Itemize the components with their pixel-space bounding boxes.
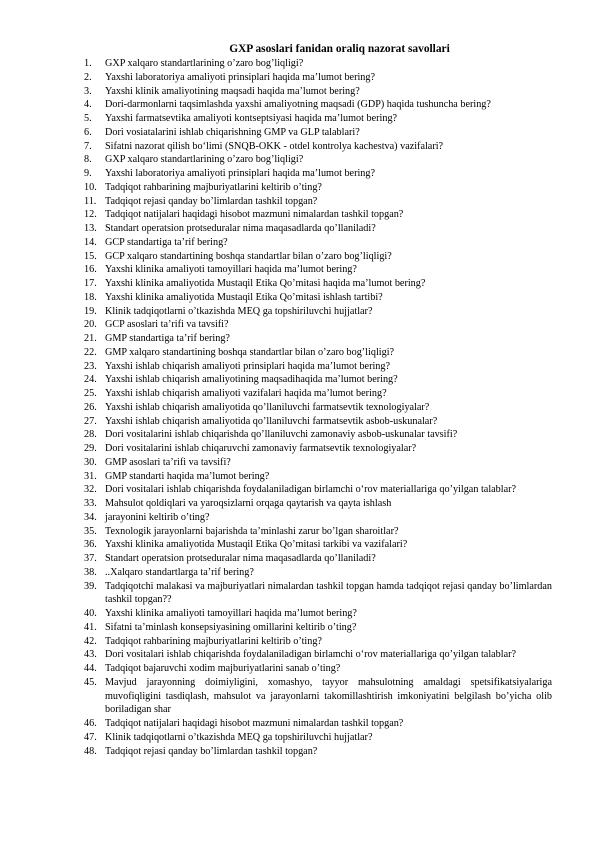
question-number: 21. bbox=[84, 333, 97, 344]
question-item bbox=[84, 525, 552, 539]
question-number: 47. bbox=[84, 731, 97, 743]
question-text: GXP xalqaro standartlarining o’zaro bog’liqligi? bbox=[105, 58, 304, 69]
question-number: 31. bbox=[84, 470, 97, 482]
page-title: GXP asoslari fanidan oraliq nazorat savollari bbox=[229, 43, 450, 55]
question-text: Tadqiqot rahbarining majburiyatlarini keltirib o’ting? bbox=[105, 181, 322, 193]
question-item bbox=[84, 305, 552, 319]
question-number: 38. bbox=[84, 566, 97, 578]
question-number: 20. bbox=[84, 319, 97, 331]
question-number: 41. bbox=[84, 621, 97, 633]
question-text: Dori vositalarini ishlab chiqaruvchi zamonaviy farmatsevtik texnologiyalar? bbox=[105, 443, 417, 454]
question-text: Yaxshi klinika amaliyotida Mustaqil Etika Qo’mitasi ishlash tartibi? bbox=[105, 291, 383, 303]
question-number: 15. bbox=[84, 250, 97, 262]
question-number: 39. bbox=[84, 580, 97, 592]
question-item bbox=[84, 566, 552, 580]
question-text: Yaxshi klinika amaliyotida Mustaqil Etika Qo’mitasi haqida ma’lumot bering? bbox=[105, 278, 426, 289]
question-number: 1. bbox=[84, 58, 92, 69]
question-number: 37. bbox=[84, 553, 97, 564]
question-item bbox=[84, 373, 552, 387]
question-number: 2. bbox=[84, 71, 92, 83]
question-item bbox=[84, 662, 552, 676]
question-item bbox=[84, 442, 552, 456]
question-item bbox=[84, 428, 552, 442]
question-item bbox=[84, 745, 552, 759]
question-text: Tadqiqot rejasi qanday bo’limlardan tashkil topgan? bbox=[105, 745, 318, 757]
question-text: Yaxshi farmatsevtika amaliyoti kontseptsiyasi haqida ma’lumot bering? bbox=[105, 113, 398, 124]
question-item bbox=[84, 511, 552, 525]
question-number: 14. bbox=[84, 236, 97, 248]
question-number: 7. bbox=[84, 140, 92, 152]
question-number: 23. bbox=[84, 360, 97, 372]
question-item bbox=[84, 208, 552, 222]
question-text: GMP standartiga ta’rif bering? bbox=[105, 333, 230, 344]
question-number: 24. bbox=[84, 374, 97, 386]
question-number: 13. bbox=[84, 223, 97, 234]
question-number: 18. bbox=[84, 291, 97, 303]
question-text: Mavjud jarayonning doimiyligini, xomashyo, tayyor mahsulotning amaldagi spetsifikatsiyalariga muvofiqligini tasdiqlash, mahsulot va jarayonlarni takomillashtirish imkoniyatini belgilash bo’yicha olib boriladigan shar bbox=[105, 676, 552, 716]
question-text: Yaxshi klinika amaliyoti tamoyillari haqida ma’lumot bering? bbox=[105, 608, 357, 619]
question-item bbox=[84, 731, 552, 745]
question-text: jarayonini keltirib o’ting? bbox=[105, 511, 210, 523]
question-item bbox=[84, 167, 552, 181]
question-text: GMP asoslari ta’rifi va tavsifi? bbox=[105, 456, 231, 468]
question-number: 30. bbox=[84, 456, 97, 468]
question-number: 9. bbox=[84, 168, 92, 179]
question-item bbox=[84, 291, 552, 305]
question-text: Yaxshi ishlab chiqarish amaliyoti vazifalari haqida ma’lumot bering? bbox=[105, 388, 387, 399]
question-item bbox=[84, 153, 552, 167]
question-item bbox=[84, 332, 552, 346]
question-number: 28. bbox=[84, 429, 97, 441]
question-item bbox=[84, 552, 552, 566]
question-number: 25. bbox=[84, 388, 97, 399]
question-text: Standart operatsion protseduralar nima maqasadlarda qo’llaniladi? bbox=[105, 223, 376, 234]
question-text: Tadqiqot natijalari haqidagi hisobot mazmuni nimalardan tashkil topgan? bbox=[105, 209, 404, 221]
question-text: Tadqiqotchi malakasi va majburiyatlari nimalardan tashkil topgan hamda tadqiqot rejasi qanday bo’limlardan tashkil topgan?? bbox=[105, 580, 552, 606]
question-number: 26. bbox=[84, 401, 97, 413]
question-number: 19. bbox=[84, 305, 97, 317]
question-number: 8. bbox=[84, 154, 92, 166]
question-item bbox=[84, 676, 552, 717]
question-text: GCP xalqaro standartining boshqa standartlar bilan o’zaro bog’liqligi? bbox=[105, 250, 392, 262]
question-text: Standart operatsion protseduralar nima maqasadlarda qo’llaniladi? bbox=[105, 553, 376, 564]
question-item bbox=[84, 318, 552, 332]
question-item bbox=[84, 346, 552, 360]
question-text: GXP xalqaro standartlarining o’zaro bog’liqligi? bbox=[105, 154, 304, 166]
question-item bbox=[84, 57, 552, 71]
question-text: Mahsulot qoldiqlari va yaroqsizlarni orqaga qaytarish va qayta ishlash bbox=[105, 498, 392, 509]
question-text: Yaxshi ishlab chiqarish amaliyotida qo’llaniluvchi farmatsevtik texnologiyalar? bbox=[105, 401, 430, 413]
question-item bbox=[84, 222, 552, 236]
question-text: Sifatni nazorat qilish bo‘limi (SNQB-OKK - otdel kontrolya kachestva) vazifalari? bbox=[105, 140, 444, 152]
question-text: GCP standartiga ta’rif bering? bbox=[105, 236, 228, 248]
question-number: 16. bbox=[84, 264, 97, 276]
question-item bbox=[84, 71, 552, 85]
question-text: Yaxshi klinik amaliyotining maqsadi haqida ma’lumot bering? bbox=[105, 85, 360, 97]
question-number: 34. bbox=[84, 511, 97, 523]
question-item bbox=[84, 236, 552, 250]
question-text: Dori vositalari ishlab chiqarishda foydalaniladigan birlamchi o‘rov materiallariga qo’yilgan talablar? bbox=[105, 649, 517, 661]
question-item bbox=[84, 112, 552, 126]
question-number: 3. bbox=[84, 85, 92, 97]
question-item bbox=[84, 415, 552, 429]
question-item bbox=[84, 607, 552, 621]
question-text: Yaxshi klinika amaliyoti tamoyillari haqida ma’lumot bering? bbox=[105, 264, 357, 276]
question-text: GMP standarti haqida ma’lumot bering? bbox=[105, 470, 270, 482]
question-item bbox=[84, 360, 552, 374]
question-number: 29. bbox=[84, 443, 97, 454]
question-text: Klinik tadqiqotlarni o’tkazishda MEQ ga topshiriluvchi hujjatlar? bbox=[105, 305, 373, 317]
question-number: 42. bbox=[84, 635, 97, 647]
question-number: 32. bbox=[84, 484, 97, 496]
question-text: Yaxshi ishlab chiqarish amaliyotining maqsadihaqida ma’lumot bering? bbox=[105, 374, 398, 386]
question-number: 12. bbox=[84, 209, 97, 221]
question-item bbox=[84, 497, 552, 511]
question-number: 35. bbox=[84, 525, 97, 537]
question-item bbox=[84, 181, 552, 195]
question-number: 45. bbox=[84, 676, 97, 688]
question-text: GCP asoslari ta’rifi va tavsifi? bbox=[105, 319, 229, 331]
question-text: Tadqiqot rahbarining majburiyatlarini keltirib o’ting? bbox=[105, 635, 322, 647]
question-text: Yaxshi ishlab chiqarish amaliyotida qo’llaniluvchi farmatsevtik asbob-uskunalar? bbox=[105, 415, 438, 427]
question-item bbox=[84, 195, 552, 209]
question-text: Texnologik jarayonlarni bajarishda ta’minlashi zarur bo’lgan sharoitlar? bbox=[105, 525, 399, 537]
question-item bbox=[84, 580, 552, 608]
question-item bbox=[84, 250, 552, 264]
question-item bbox=[84, 648, 552, 662]
question-text: Yaxshi laboratoriya amaliyoti prinsiplari haqida ma’lumot bering? bbox=[105, 168, 376, 179]
question-number: 44. bbox=[84, 663, 97, 674]
question-item bbox=[84, 456, 552, 470]
question-item bbox=[84, 470, 552, 484]
question-number: 6. bbox=[84, 126, 92, 138]
question-item bbox=[84, 483, 552, 497]
question-number: 22. bbox=[84, 346, 97, 358]
question-text: GMP xalqaro standartining boshqa standartlar bilan o’zaro bog’liqligi? bbox=[105, 346, 395, 358]
question-item bbox=[84, 277, 552, 291]
question-item bbox=[84, 126, 552, 140]
question-text: Dori vosiatalarini ishlab chiqarishning GMP va GLP talablari? bbox=[105, 126, 360, 138]
question-text: Tadqiqot bajaruvchi xodim majburiyatlarini sanab o’ting? bbox=[105, 663, 341, 674]
question-text: ..Xalqaro standartlarga ta’rif bering? bbox=[105, 566, 254, 578]
question-text: Yaxshi laboratoriya amaliyoti prinsiplari haqida ma’lumot bering? bbox=[105, 71, 376, 83]
question-item bbox=[84, 387, 552, 401]
question-text: Dori vositalarini ishlab chiqarishda qo’llaniluvchi zamonaviy asbob-uskunalar tavsifi? bbox=[105, 429, 458, 441]
question-text: Tadqiqot natijalari haqidagi hisobot mazmuni nimalardan tashkil topgan? bbox=[105, 718, 404, 729]
question-number: 46. bbox=[84, 718, 97, 729]
question-number: 48. bbox=[84, 745, 97, 757]
question-text: Dori-darmonlarni taqsimlashda yaxshi amaliyotning maqsadi (GDP) haqida tushuncha bering? bbox=[105, 99, 491, 111]
question-item bbox=[84, 401, 552, 415]
question-number: 40. bbox=[84, 608, 97, 619]
question-number: 36. bbox=[84, 539, 97, 551]
question-number: 4. bbox=[84, 99, 92, 111]
question-item bbox=[84, 635, 552, 649]
question-text: Tadqiqot rejasi qanday bo’limlardan tashkil topgan? bbox=[105, 195, 318, 207]
question-item bbox=[84, 98, 552, 112]
question-number: 43. bbox=[84, 649, 97, 661]
question-number: 17. bbox=[84, 278, 97, 289]
question-text: Dori vositalari ishlab chiqarishda foydalaniladigan birlamchi o‘rov materiallariga qo’yilgan talablar? bbox=[105, 484, 517, 496]
question-item bbox=[84, 717, 552, 731]
question-text: Klinik tadqiqotlarni o’tkazishda MEQ ga topshiriluvchi hujjatlar? bbox=[105, 731, 373, 743]
question-list bbox=[84, 57, 552, 758]
question-number: 27. bbox=[84, 415, 97, 427]
question-text: Yaxshi ishlab chiqarish amaliyoti prinsiplari haqida ma’lumot bering? bbox=[105, 360, 391, 372]
question-item bbox=[84, 140, 552, 154]
question-item bbox=[84, 538, 552, 552]
question-number: 10. bbox=[84, 181, 97, 193]
question-text: Yaxshi klinika amaliyotida Mustaqil Etika Qo’mitasi tarkibi va vazifalari? bbox=[105, 539, 408, 551]
question-item bbox=[84, 263, 552, 277]
question-item bbox=[84, 85, 552, 99]
question-text: Sifatni ta’minlash konsepsiyasining omillarini keltirib o’ting? bbox=[105, 621, 357, 633]
question-item bbox=[84, 621, 552, 635]
question-number: 33. bbox=[84, 498, 97, 509]
question-number: 11. bbox=[84, 195, 97, 207]
question-number: 5. bbox=[84, 113, 92, 124]
